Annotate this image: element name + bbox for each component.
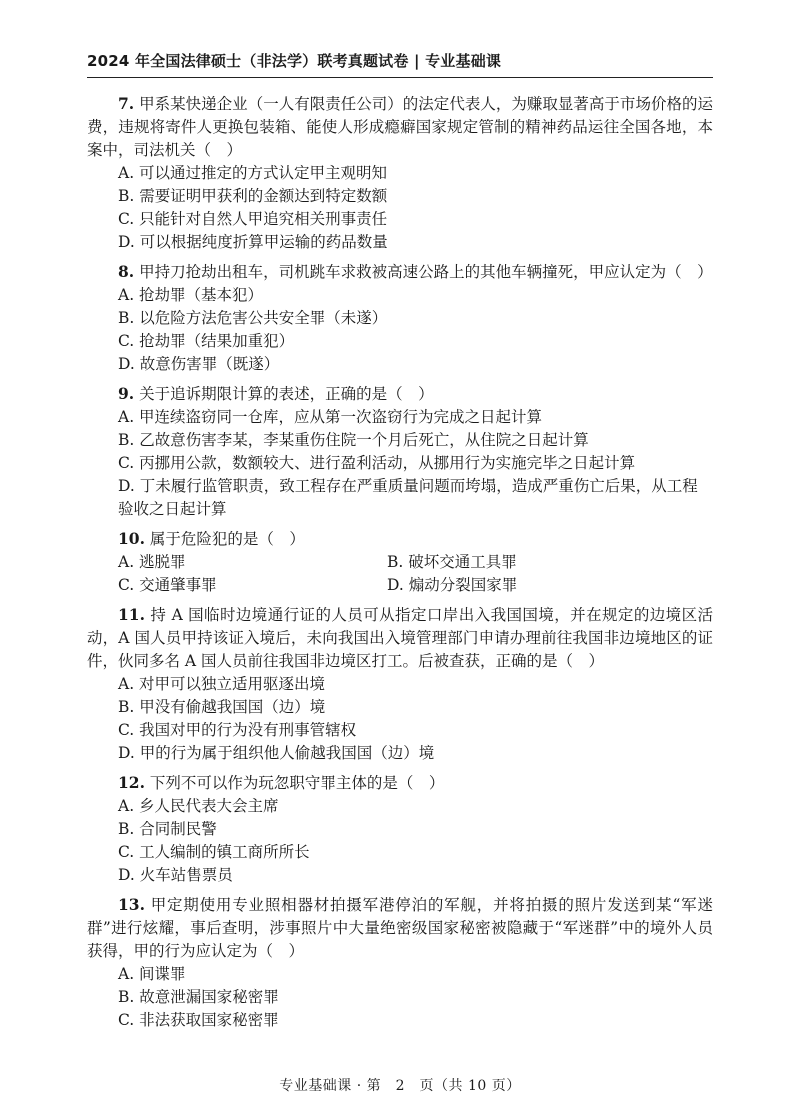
option-a: A. 对甲可以独立适用驱逐出境	[118, 675, 326, 693]
option-c: C. 我国对甲的行为没有刑事管辖权	[118, 721, 357, 739]
question-list	[87, 92, 713, 1038]
question-text: 下列不可以作为玩忽职守罪主体的是（ ）	[149, 774, 445, 792]
question-number: 7.	[118, 94, 135, 113]
question-stem	[87, 527, 713, 551]
option-d: D. 可以根据纯度折算甲运输的药品数量	[118, 233, 388, 251]
question-number: 10.	[118, 529, 145, 548]
question-stem	[87, 603, 713, 673]
question-text: 关于追诉期限计算的表述，正确的是（ ）	[139, 385, 434, 403]
question-8	[87, 260, 713, 376]
option-row	[87, 574, 713, 597]
question-number: 13.	[118, 895, 145, 914]
option-a: A. 逃脱罪	[118, 553, 186, 571]
option-c: C. 抢劫罪（结果加重犯）	[118, 332, 295, 350]
question-text: 持 A 国临时边境通行证的人员可从指定口岸出入我国国境，并在规定的边境区活动，A 国人员甲持该证入境后，未向我国出入境管理部门申请办理前往我国非边境地区的证件，伙同多名 A 国人员前往我国非边境区打工。后被查获，正确的是（ ）	[87, 606, 713, 670]
option-a: A. 甲连续盗窃同一仓库，应从第一次盗窃行为完成之日起计算	[118, 408, 543, 426]
question-13	[87, 893, 713, 1032]
option-d: D. 故意伤害罪（既遂）	[118, 355, 280, 373]
option-d: D. 煽动分裂国家罪	[387, 576, 518, 594]
question-stem	[87, 771, 713, 795]
question-10	[87, 527, 713, 597]
option-b: B. 破坏交通工具罪	[387, 553, 517, 571]
question-text: 属于危险犯的是（ ）	[149, 530, 305, 548]
question-9	[87, 382, 713, 521]
question-number: 8.	[118, 262, 135, 281]
option-c: C. 交通肇事罪	[118, 576, 217, 594]
option-d: D. 丁未履行监管职责，致工程存在严重质量问题而垮塌，造成严重伤亡后果，从工程验收之日起计算	[118, 477, 698, 518]
option-c: C. 工人编制的镇工商所所长	[118, 843, 310, 861]
question-stem	[87, 260, 713, 284]
option-b: B. 甲没有偷越我国国（边）境	[118, 698, 326, 716]
page-header: 2024 年全国法律硕士（非法学）联考真题试卷 | 专业基础课	[87, 52, 502, 70]
option-a: A. 可以通过推定的方式认定甲主观明知	[118, 164, 388, 182]
option-b: B. 故意泄漏国家秘密罪	[118, 988, 279, 1006]
question-number: 12.	[118, 773, 145, 792]
question-12	[87, 771, 713, 887]
question-text: 甲持刀抢劫出租车，司机跳车求救被高速公路上的其他车辆撞死，甲应认定为（ ）	[139, 263, 713, 281]
question-11	[87, 603, 713, 765]
option-b: B. 以危险方法危害公共安全罪（未遂）	[118, 309, 388, 327]
question-text: 甲定期使用专业照相器材拍摄军港停泊的军舰，并将拍摄的照片发送到某“军迷群”进行炫耀，事后查明，涉事照片中大量绝密级国家秘密被隐藏于“军迷群”中的境外人员获得，甲的行为应认定为（ ）	[87, 896, 713, 960]
question-stem	[87, 893, 713, 963]
question-text: 甲系某快递企业（一人有限责任公司）的法定代表人，为赚取显著高于市场价格的运费，违规将寄件人更换包装箱、能使人形成瘾癖国家规定管制的精神药品运往全国各地，本案中，司法机关（ ）	[87, 95, 713, 159]
option-c: C. 非法获取国家秘密罪	[118, 1011, 279, 1029]
option-a: A. 抢劫罪（基本犯）	[118, 286, 264, 304]
option-b: B. 需要证明甲获利的金额达到特定数额	[118, 187, 388, 205]
question-stem	[87, 382, 713, 406]
option-a: A. 间谍罪	[118, 965, 186, 983]
page-footer: 专业基础课 · 第 2 页（共 10 页）	[279, 1078, 521, 1094]
question-number: 9.	[118, 384, 135, 403]
option-d: D. 火车站售票员	[118, 866, 233, 884]
option-c: C. 只能针对自然人甲追究相关刑事责任	[118, 210, 388, 228]
question-number: 11.	[118, 605, 145, 624]
option-b: B. 合同制民警	[118, 820, 217, 838]
header-rule	[87, 77, 713, 78]
option-d: D. 甲的行为属于组织他人偷越我国国（边）境	[118, 744, 435, 762]
question-7	[87, 92, 713, 254]
option-a: A. 乡人民代表大会主席	[118, 797, 279, 815]
question-stem	[87, 92, 713, 162]
option-c: C. 丙挪用公款，数额较大、进行盈利活动，从挪用行为实施完毕之日起计算	[118, 454, 636, 472]
option-b: B. 乙故意伤害李某，李某重伤住院一个月后死亡，从住院之日起计算	[118, 431, 589, 449]
option-row	[87, 551, 713, 574]
